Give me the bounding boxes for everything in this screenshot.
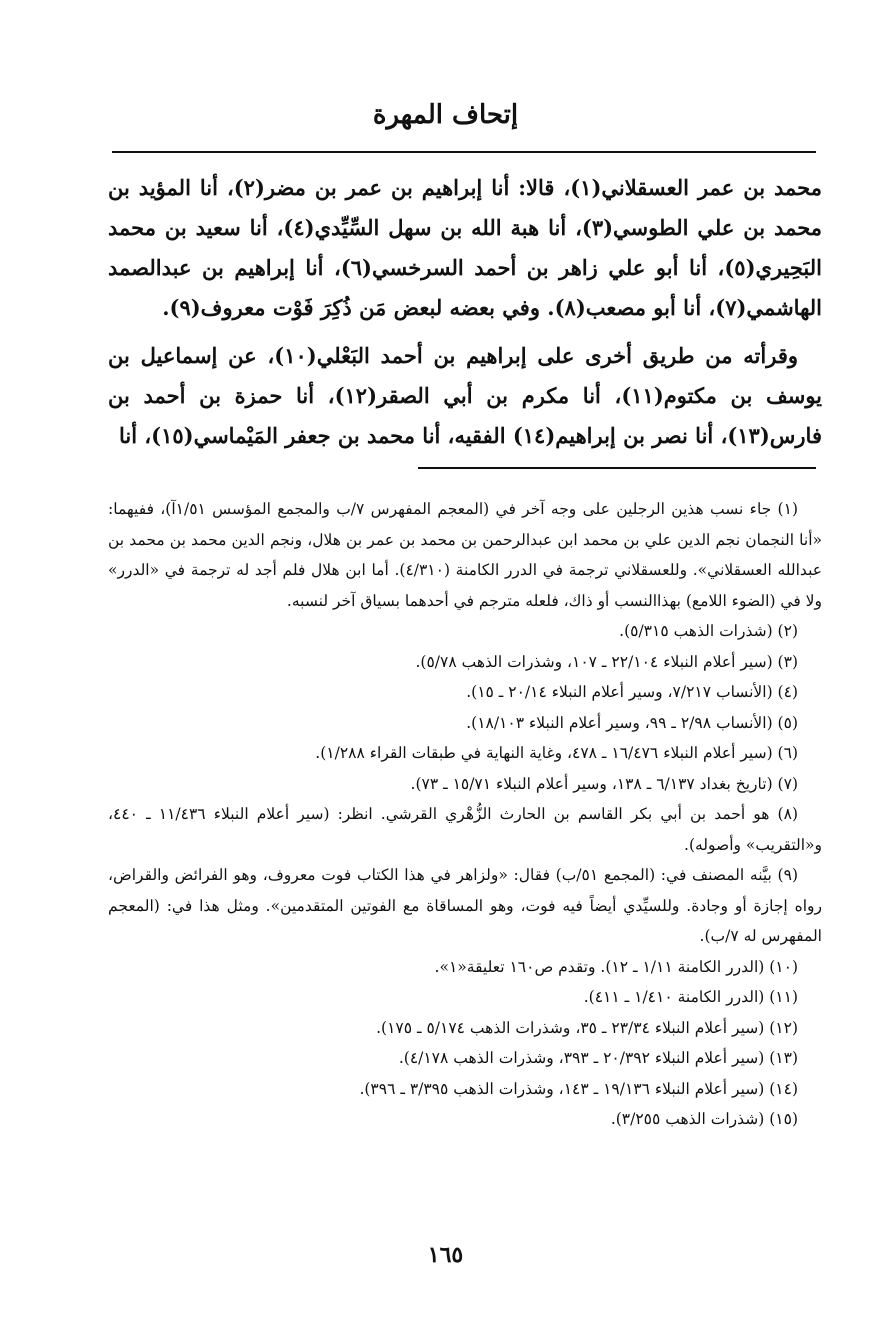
main-paragraph: محمد بن عمر العسقلاني(١)، قالا: أنا إبراهيم بن عمر بن مضر(٢)، أنا المؤيد بن محمد بن علي الطوسي(٣)، أنا هبة الله بن سهل السِّيِّدي(٤)، أنا سعيد بن محمد البَحِيري(٥)، أنا أبو علي زاهر بن أحمد السرخسي(٦)، أنا إبراهيم بن عبدالصمد الهاشمي(٧)، أنا أبو مصعب(٨). وفي بعضه لبعض مَن ذُكِرَ فَوْت معروف(٩). <box>108 175 823 320</box>
header-divider <box>112 151 816 153</box>
footnote: (١٣) (سير أعلام النبلاء ٢٠/٣٩٢ ـ ٣٩٣، وشذرات الذهب ٤/١٧٨). <box>398 1049 798 1067</box>
footnote: (١٢) (سير أعلام النبلاء ٢٣/٣٤ ـ ٣٥، وشذرات الذهب ٥/١٧٤ ـ ١٧٥). <box>376 1018 798 1037</box>
footnote-divider <box>418 467 816 469</box>
footnote: (١٠) (الدرر الكامنة ١/١١ ـ ١٢). وتقدم ص١٦٠ تعليقة«١». <box>434 957 798 976</box>
footnote: (٨) هو أحمد بن أبي بكر القاسم بن الحارث الزُّهْري القرشي. انظر: (سير أعلام النبلاء ١١/٤٣٦ ـ ٤٤٠، و«التقريب» وأصوله). <box>108 805 822 854</box>
footnotes-section <box>108 494 822 1135</box>
page-header: إتحاف المهرة <box>372 100 519 130</box>
footnote: (٢) (شذرات الذهب ٥/٣١٥). <box>619 622 798 640</box>
footnote: (٣) (سير أعلام النبلاء ٢٢/١٠٤ ـ ١٠٧، وشذرات الذهب ٥/٧٨). <box>415 652 798 671</box>
footnote: (٥) (الأنساب ٢/٩٨ ـ ٩٩، وسير أعلام النبلاء ١٨/١٠٣). <box>466 713 798 732</box>
footnote: (٧) (تاريخ بغداد ٦/١٣٧ ـ ١٣٨، وسير أعلام النبلاء ١٥/٧١ ـ ٧٣). <box>410 774 798 793</box>
footnote: (٩) بيَّنه المصنف في: (المجمع ٥١/ب) فقال: «ولزاهر في هذا الكتاب فوت معروف، وهو الفرائض والقراض، رواه إجازة أو وجادة. وللسيِّدي أيضاً فيه فوت، وهو المساقاة مع الفوتين المتقدمين». ومثل هذا في: (المعجم المفهرس له ٧/ب). <box>108 866 822 945</box>
footnote: (١) جاء نسب هذين الرجلين على وجه آخر في (المعجم المفهرس ٧/ب والمجمع المؤسس ١/٥١آ)، ففيهما: «أنا النجمان نجم الدين علي بن محمد ابن عبدالرحمن بن محمد بن عمر بن هلال، ونجم الدين محمد بن محمد بن عبدالله العسقلاني». وللعسقلاني ترجمة في الدرر الكامنة (٤/٣١٠). أما ابن هلال فلم أجد له ترجمة في «الدرر» ولا في (الضوء اللامع) بهذاالنسب أو ذاك، فلعله مترجم في أحدهما بسياق آخر لنسبه. <box>108 500 822 610</box>
page-number: ١٦٥ <box>427 1242 464 1268</box>
main-text <box>108 168 822 464</box>
footnote: (١٤) (سير أعلام النبلاء ١٩/١٣٦ ـ ١٤٣، وشذرات الذهب ٣/٣٩٥ ـ ٣٩٦). <box>359 1079 798 1098</box>
footnote: (١١) (الدرر الكامنة ١/٤١٠ ـ ٤١١). <box>583 988 798 1006</box>
main-paragraph: وقرأته من طريق أخرى على إبراهيم بن أحمد البَعْلي(١٠)، عن إسماعيل بن يوسف بن مكتوم(١١)، أنا مكرم بن أبي الصقر(١٢)، أنا حمزة بن أحمد بن فارس(١٣)، أنا نصر بن إبراهيم(١٤) الفقيه، أنا محمد بن جعفر المَيْماسي(١٥)، أنا <box>108 343 823 448</box>
footnote: (١٥) (شذرات الذهب ٣/٢٥٥). <box>610 1110 798 1128</box>
footnote: (٤) (الأنساب ٧/٢١٧، وسير أعلام النبلاء ٢٠/١٤ ـ ١٥). <box>466 683 798 701</box>
footnote: (٦) (سير أعلام النبلاء ١٦/٤٧٦ ـ ٤٧٨، وغاية النهاية في طبقات القراء ١/٢٨٨). <box>315 744 798 762</box>
